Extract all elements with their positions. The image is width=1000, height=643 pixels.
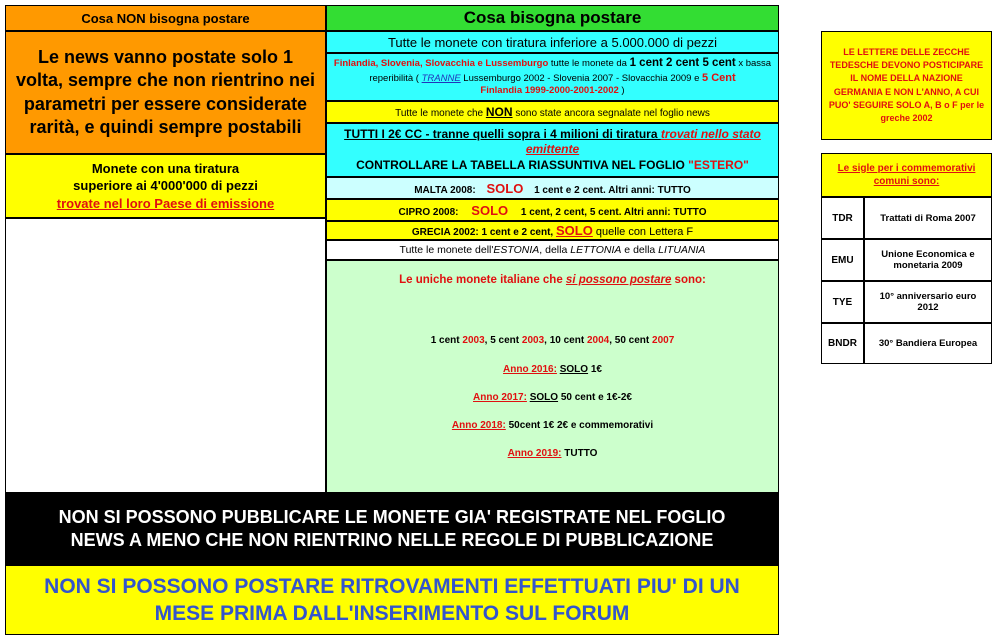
italy-2019	[327, 448, 778, 459]
italy-2018-rest: 50cent 1€ 2€ e commemorativi	[505, 420, 654, 431]
banner-black-text: NON SI POSSONO PUBBLICARE LE MONETE GIA' REGISTRATE NEL FOGLIO NEWS A MENO CHE NON RIENTRINO NELLE REGOLE DI PUBBLICAZIONE	[58, 506, 726, 550]
sigle-desc	[864, 239, 992, 281]
sigle-desc-tdr: Trattati di Roma 2007	[880, 212, 976, 224]
row-low-mintage-text: Tutte le monete con tiratura inferiore a 5.000.000 di pezzi	[387, 34, 718, 50]
mint-letters-note-text: LE LETTERE DELLE ZECCHE TEDESCHE DEVONO POSTICIPARE IL NOME DELLA NAZIONE GERMANIA E NON L'ANNO, A CUI PUO' SEGUIRE SOLO A, B o F per le greche 2002	[828, 47, 985, 123]
row-small-cents	[326, 53, 779, 101]
sigle-desc-tye: 10° anniversario euro 2012	[879, 291, 977, 313]
italy-list-by: 2003	[521, 335, 545, 346]
sigle-desc	[864, 281, 992, 323]
italy-list	[327, 335, 778, 346]
banner-yellow	[5, 565, 779, 635]
sigle-title	[821, 153, 992, 197]
grecia-pre: GRECIA 2002: 1 cent e 2 cent,	[411, 227, 556, 238]
grecia-post: quelle con Lettera F	[592, 226, 694, 238]
row-malta	[326, 177, 779, 199]
italy-2019-rest: TUTTO	[561, 448, 598, 459]
italy-2017-rest: 50 cent e 1€-2€	[558, 392, 632, 403]
grecia-solo: SOLO	[556, 223, 593, 238]
italy-2016-solo: SOLO	[559, 364, 589, 375]
italy-section	[326, 260, 779, 493]
malta-pre: MALTA 2008:	[414, 184, 476, 196]
sigle-title-text: Le sigle per i commemorativi comuni sono:	[837, 162, 976, 187]
row2-t7: )	[618, 85, 625, 97]
sigle-code-tye: TYE	[832, 296, 853, 308]
cipro-pre: CIPRO 2008:	[398, 206, 459, 218]
sigle-desc-emu: Unione Economica e monetaria 2009	[881, 249, 975, 271]
row-small-cents-text	[330, 56, 775, 98]
sigle-desc-bndr: 30° Bandiera Europea	[878, 338, 978, 349]
to-post-header-text: Cosa bisogna postare	[463, 8, 642, 27]
row-2euro-cc	[326, 123, 779, 177]
italy-title-post: sono:	[671, 274, 706, 286]
sigle-code-emu: EMU	[831, 254, 854, 266]
italy-list-dy: 2007	[652, 335, 675, 346]
not-to-post-header	[5, 5, 326, 31]
cipro-solo: SOLO	[471, 202, 509, 218]
italy-2019-label: Anno 2019:	[507, 448, 562, 459]
italy-list-a: 1 cent	[430, 335, 463, 346]
italy-title-pre: Le uniche monete italiane che	[399, 274, 566, 286]
italy-2018-label: Anno 2018:	[451, 420, 506, 431]
italy-list-cy: 2004	[586, 335, 610, 346]
italy-list-d: , 50 cent	[609, 335, 653, 346]
baltic-p3: e della	[621, 244, 659, 256]
news-rule-text: Le news vanno postate solo 1 volta, sempre che non rientrino nei parametri per essere considerate rarità, e quindi sempre postabili	[15, 46, 316, 137]
tranne-text: TRANNE	[421, 73, 461, 85]
italy-2016	[327, 364, 778, 375]
banner-yellow-text: NON SI POSSONO POSTARE RITROVAMENTI EFFETTUATI PIU' DI UN MESE PRIMA DALL'INSERIMENTO SUL FORUM	[44, 574, 740, 625]
to-post-header	[326, 5, 779, 31]
italy-2017-solo: SOLO	[529, 392, 559, 403]
cipro-post: 1 cent, 2 cent, 5 cent. Altri anni: TUTTO	[520, 206, 707, 218]
sigle-code-bndr: BNDR	[828, 338, 857, 349]
italy-list-ay: 2003	[462, 335, 485, 346]
row3-post: sono state ancora segnalate nel foglio news	[512, 108, 710, 119]
row2-t4: Lussemburgo 2002 - Slovenia 2007 - Slovacchia 2009 e	[460, 73, 703, 85]
mintage-line-2: superiore ai 4'000'000 di pezzi	[73, 178, 258, 194]
baltic-c3: LITUANIA	[658, 244, 706, 256]
row4-part2: trovati nello stato emittente	[525, 126, 761, 157]
row-low-mintage	[326, 31, 779, 53]
sigle-code-tdr: TDR	[832, 212, 853, 224]
row2-t2: 1 cent 2 cent 5 cent	[629, 57, 736, 70]
not-to-post-header-text: Cosa NON bisogna postare	[81, 10, 250, 26]
baltic-c2: LETTONIA	[570, 244, 622, 256]
italy-title-em: si possono postare	[565, 274, 672, 286]
baltic-p1: Tutte le monete dell'	[399, 244, 494, 256]
malta-solo: SOLO	[486, 180, 524, 196]
row-baltic	[326, 240, 779, 260]
sigle-desc	[864, 323, 992, 364]
countries-text: Finlandia, Slovenia, Slovacchia e Lussemburgo	[333, 58, 549, 70]
row2-t3: x bassa reperibilità (	[369, 58, 772, 85]
italy-2016-label: Anno 2016:	[503, 364, 557, 375]
sigle-desc	[864, 197, 992, 239]
news-rule-cell	[5, 31, 326, 154]
row4-part3: CONTROLLARE LA TABELLA RIASSUNTIVA NEL FOGLIO	[356, 157, 689, 172]
sigle-code	[821, 239, 864, 281]
italy-2017	[327, 392, 778, 403]
mint-letters-note	[821, 31, 992, 140]
italy-title	[327, 274, 778, 286]
mintage-line-1: Monete con una tiratura	[91, 160, 240, 176]
mintage-line-3: trovate nel loro Paese di emissione	[56, 195, 275, 211]
row-grecia	[326, 221, 779, 240]
italy-2017-label: Anno 2017:	[473, 392, 527, 403]
row-not-reported	[326, 101, 779, 123]
italy-list-c: , 10 cent	[544, 335, 587, 346]
row4-part1: TUTTI I 2€ CC - tranne quelli sopra i 4 milioni di tiratura	[344, 126, 661, 141]
row2-t6: Finlandia 1999-2000-2001-2002	[480, 85, 619, 97]
baltic-p2: , della	[539, 244, 571, 256]
italy-list-b: , 5 cent	[484, 335, 522, 346]
left-empty-area	[5, 218, 326, 493]
row4-part4: "ESTERO"	[688, 157, 749, 172]
row3-non: NON	[485, 105, 513, 119]
sigle-code	[821, 281, 864, 323]
italy-2016-rest: 1€	[588, 364, 602, 375]
baltic-c1: ESTONIA	[493, 244, 540, 256]
malta-post: 1 cent e 2 cent. Altri anni: TUTTO	[534, 184, 691, 196]
row2-t1: tutte le monete da	[548, 58, 630, 70]
italy-2018	[327, 420, 778, 431]
mintage-cell	[5, 154, 326, 218]
row-cipro	[326, 199, 779, 221]
sigle-code	[821, 323, 864, 364]
row3-pre: Tutte le monete che	[395, 108, 486, 119]
row2-t5: 5 Cent	[702, 72, 736, 85]
sigle-code	[821, 197, 864, 239]
banner-black	[5, 493, 779, 565]
